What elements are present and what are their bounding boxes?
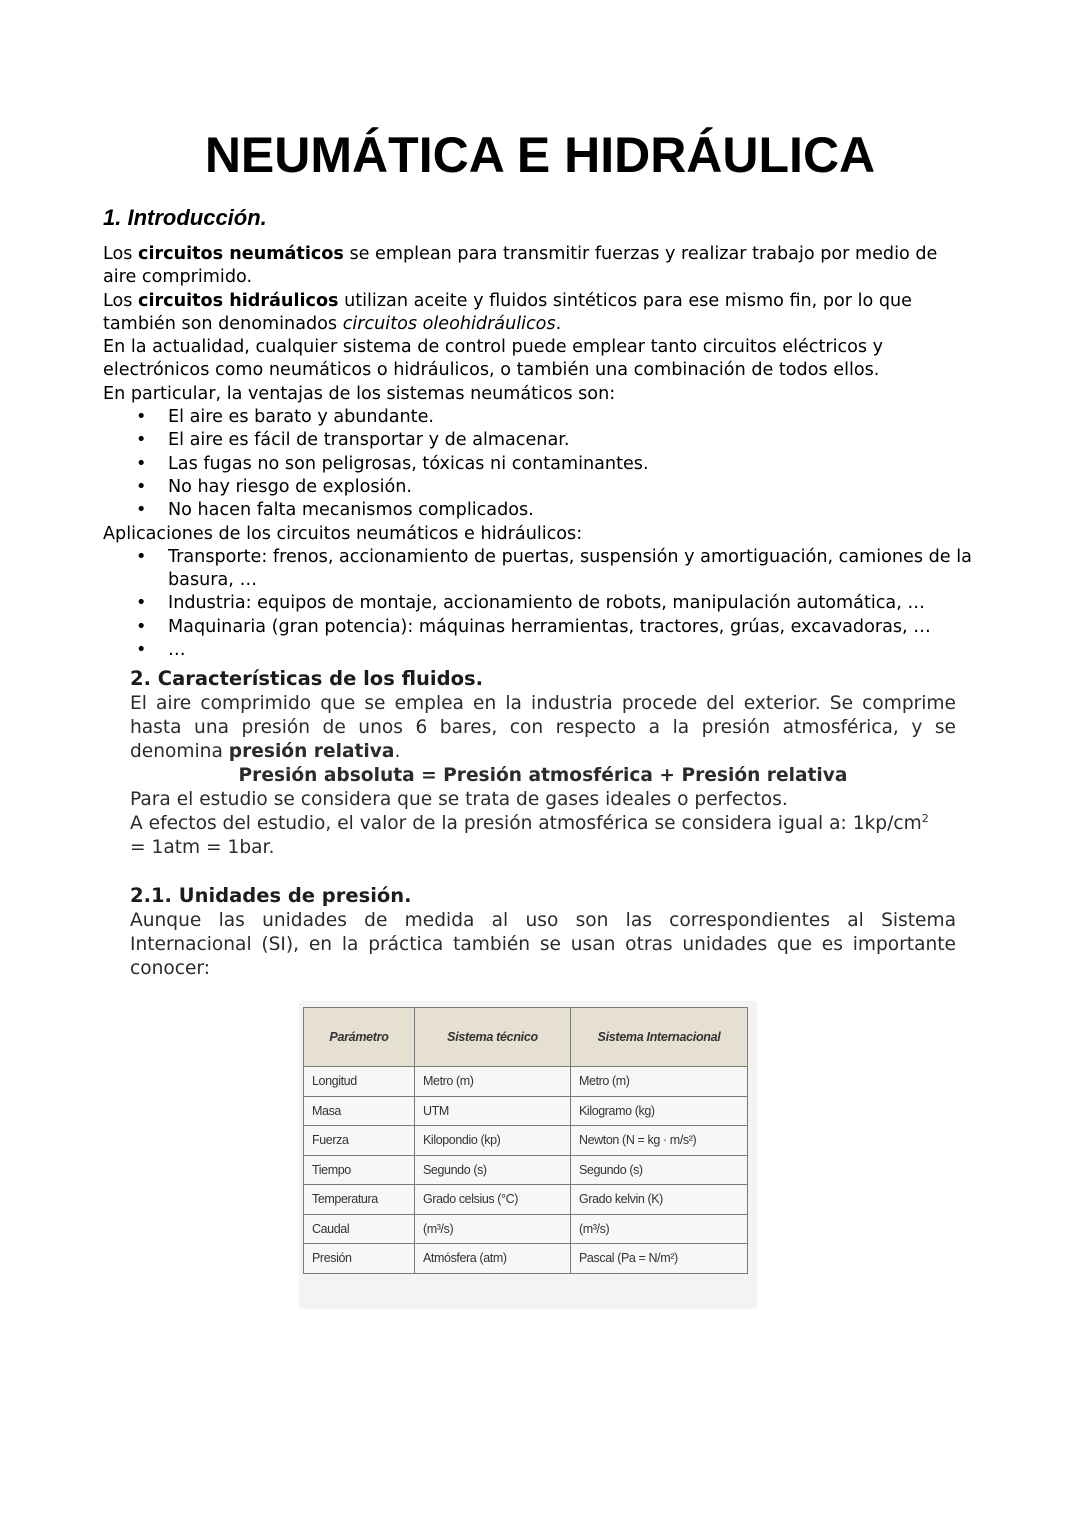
list-item: • Maquinaria (gran potencia): máquinas herramientas, tractores, grúas, excavadoras, …: [136, 616, 931, 637]
pressure-formula: Presión absoluta = Presión atmosférica + Presión relativa: [238, 765, 848, 786]
section-2-heading: 2. Características de los fluidos.: [130, 667, 483, 690]
list-item: • Industria: equipos de montaje, accionamiento de robots, manipulación automática, …: [136, 593, 925, 614]
table-cell: Atmósfera (atm): [415, 1244, 571, 1274]
table-cell: Tiempo: [304, 1155, 415, 1185]
list-item: • …: [136, 640, 186, 661]
table-cell: Pascal (Pa = N/m²): [571, 1244, 748, 1274]
table-cell: (m³/s): [571, 1214, 748, 1244]
units-table-image: [300, 1002, 756, 1308]
list-item: • El aire es fácil de transportar y de almacenar.: [136, 430, 570, 451]
applications-list: [103, 546, 973, 662]
table-cell: Longitud: [304, 1067, 415, 1097]
paragraph-control: En la actualidad, cualquier sistema de control puede emplear tanto circuitos eléctricos y electrónicos como neumáticos o hidráulicos, o también una combinación de todos ellos.: [103, 337, 884, 381]
table-row: [304, 1214, 748, 1244]
table-row: [304, 1096, 748, 1126]
page-title: NEUMÁTICA E HIDRÁULICA: [204, 127, 876, 183]
column-header: Sistema Internacional: [571, 1008, 748, 1067]
table-row: [304, 1185, 748, 1215]
table-cell: Newton (N = kg · m/s²): [571, 1126, 748, 1156]
table-row: [304, 1155, 748, 1185]
section-1-heading: 1. Introducción.: [103, 205, 267, 230]
table-cell: Segundo (s): [571, 1155, 748, 1185]
table-cell: Grado kelvin (K): [571, 1185, 748, 1215]
table-cell: Masa: [304, 1096, 415, 1126]
list-item: • No hacen falta mecanismos complicados.: [136, 500, 534, 521]
table-cell: Kilopondio (kp): [415, 1126, 571, 1156]
paragraph-hydraulic: Los circuitos hidráulicos utilizan aceite y fluidos sintéticos para ese mismo fin, por lo que también son denominados circuitos oleohidráulicos.: [103, 290, 913, 334]
table-row: [304, 1067, 748, 1097]
table-cell: (m³/s): [415, 1214, 571, 1244]
table-row: [304, 1126, 748, 1156]
advantages-list: [103, 406, 973, 522]
section-2-1-heading: 2.1. Unidades de presión.: [130, 884, 412, 907]
paragraph-applications-intro: Aplicaciones de los circuitos neumáticos e hidráulicos:: [103, 523, 583, 544]
paragraph-ideal-gases: Para el estudio se considera que se trata de gases ideales o perfectos.: [130, 789, 788, 810]
paragraph-units: Aunque las unidades de medida al uso son las correspondientes al Sistema Internacional (SI), en la práctica también se usan otras unidades que es importante conocer:: [130, 910, 956, 979]
list-item: • Las fugas no son peligrosas, tóxicas ni contaminantes.: [136, 453, 649, 474]
paragraph-compressed-air: El aire comprimido que se emplea en la industria procede del exterior. Se comprime hasta una presión de unos 6 bares, con respecto a la presión atmosférica, y se denomina presión relativa.: [130, 693, 956, 762]
table-cell: Metro (m): [571, 1067, 748, 1097]
spacer: [130, 860, 956, 883]
list-item: • Transporte: frenos, accionamiento de puertas, suspensión y amortiguación, camiones de la basura, …: [136, 546, 972, 591]
scanned-section: [130, 666, 956, 981]
table-cell: Presión: [304, 1244, 415, 1274]
table-cell: Segundo (s): [415, 1155, 571, 1185]
table-cell: UTM: [415, 1096, 571, 1126]
paragraph-atmospheric-pressure: A efectos del estudio, el valor de la presión atmosférica se considera igual a: $1kp/cm^2$ = 1atm = 1bar.: [130, 811, 929, 858]
table-cell: Grado celsius (°C): [415, 1185, 571, 1215]
table-cell: Caudal: [304, 1214, 415, 1244]
list-item: • No hay riesgo de explosión.: [136, 476, 412, 497]
table-cell: Kilogramo (kg): [571, 1096, 748, 1126]
table-cell: Fuerza: [304, 1126, 415, 1156]
table-cell: Temperatura: [304, 1185, 415, 1215]
paragraph-pneumatic: Los circuitos neumáticos se emplean para transmitir fuerzas y realizar trabajo por medio de aire comprimido.: [103, 244, 938, 288]
section-1-body: [103, 243, 973, 662]
list-item: • El aire es barato y abundante.: [136, 407, 435, 428]
paragraph-advantages-intro: En particular, la ventajas de los sistemas neumáticos son:: [103, 383, 616, 404]
units-table: [303, 1007, 748, 1274]
table-header-row: [304, 1008, 748, 1067]
column-header: Sistema técnico: [415, 1008, 571, 1067]
table-cell: Metro (m): [415, 1067, 571, 1097]
column-header: Parámetro: [304, 1008, 415, 1067]
table-row: [304, 1244, 748, 1274]
